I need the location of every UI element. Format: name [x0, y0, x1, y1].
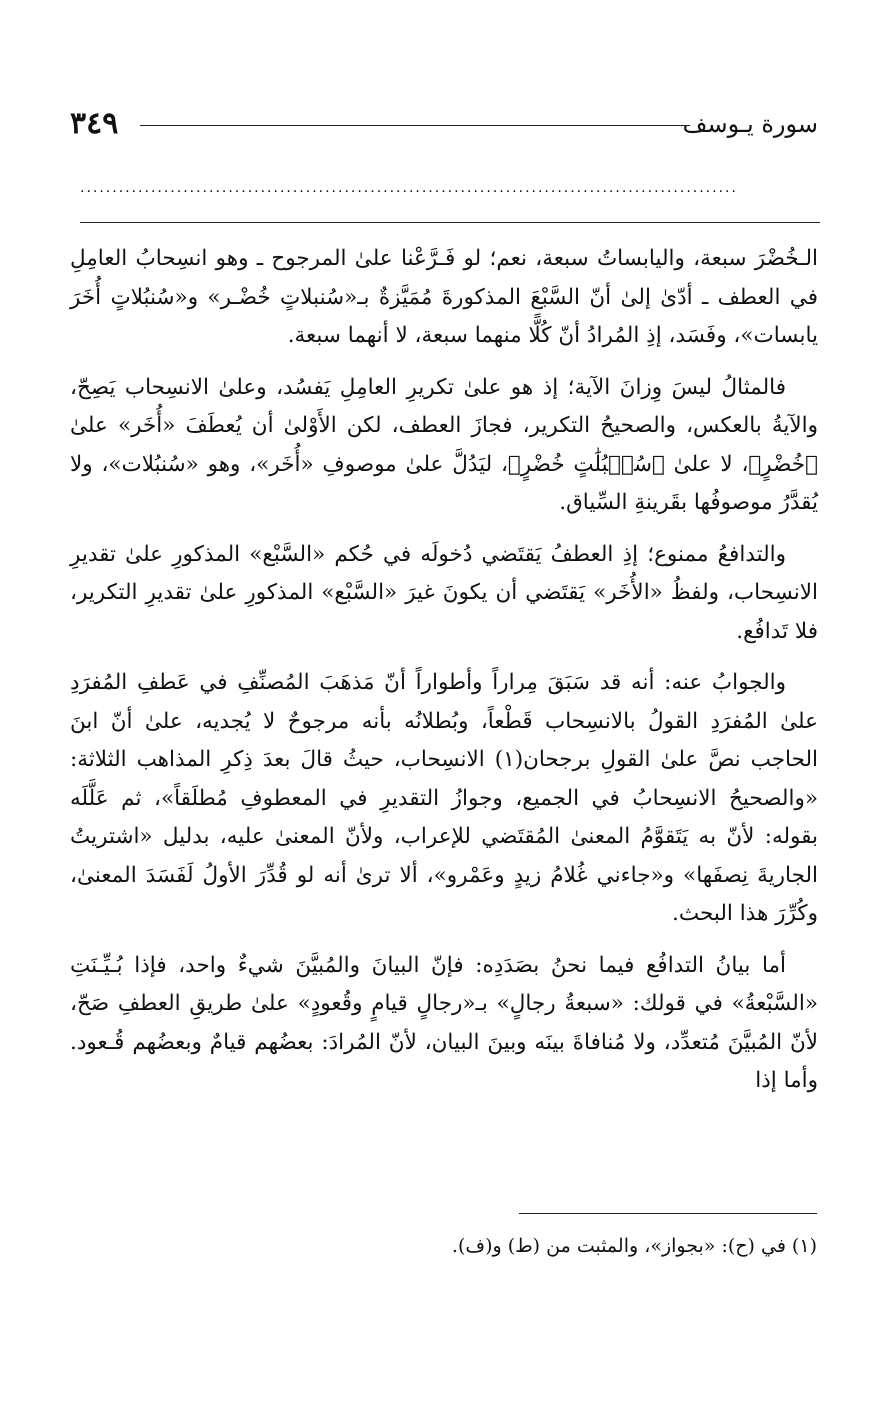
paragraph: والجوابُ عنه: أنه قد سَبَقَ مِراراً وأطواراً أنّ مَذهَبَ المُصنِّفِ في عَطفِ المُفرَدِ علىٰ المُفرَدِ القولُ بالانسِحاب قَطْعاً، وبُطلانُه بأنه مرجوحٌ لا يُجديه، علىٰ أنّ ابنَ الحاجب نصَّ علىٰ القولِ برجحان(١) الانسِحاب، حيثُ قالَ بعدَ ذِكرِ المذاهب الثلاثة: «والصحيحُ الانسِحابُ في الجميع، وجوازُ التقديرِ في المعطوفِ مُطلَقاً»، ثم عَلَّلَه بقوله: لأنّ به يَتَقوَّمُ المعنىٰ المُقتَضي للإعراب، ولأنّ المعنىٰ عليه، بدليل «اشتريتُ الجاريةَ نِصفَها» و«جاءني غُلامُ زيدٍ وعَمْرو»، ألا ترىٰ أنه لو قُدِّرَ الأولُ لَفَسَدَ المعنىٰ، وكُرِّرَ هذا البحث. — [70, 670, 818, 926]
page-header — [70, 104, 818, 144]
dotted-separator: ...................................................................................................... — [80, 180, 738, 196]
header-rule — [140, 125, 690, 126]
main-text — [70, 240, 818, 1114]
paragraph: أما بيانُ التدافُع فيما نحنُ بصَدَدِه: فإنّ البيانَ والمُبيَّنَ شيءٌ واحد، فإذا بُـيِّـنَتِ «السَّبْعةُ» في قولك: «سبعةُ رجالٍ» بـ«رجالٍ قيامٍ وقُعودٍ» علىٰ طريقِ العطفِ صَحّ، لأنّ المُبيَّنَ مُتعدِّد، ولا مُنافاةَ بينَه وبينَ البيان، لأنّ المُرادَ: بعضُهم قيامٌ وبعضُهم قُـعود. وأما إذا — [70, 952, 818, 1093]
footnote: (١) في (ح): «بجواز»، والمثبت من (ط) و(ف). — [451, 1235, 817, 1257]
paragraph: فالمثالُ ليسَ وِزانَ الآية؛ إذ هو علىٰ تكريرِ العامِلِ يَفسُد، وعلىٰ الانسِحاب يَصِحّ، والآيةُ بالعكس، والصحيحُ التكرير، فجازَ العطف، لكن الأَوْلىٰ أن يُعطَفَ «أُخَر» علىٰ ﴿خُضْرٍ﴾، لا علىٰ ﴿سُنۢبُلَٰتٍ خُضْرٍ﴾، ليَدُلَّ علىٰ موصوفِ «أُخَر»، وهو «سُنبُلات»، ولا يُقدَّرُ موصوفُها بقَرينةِ السِّياق. — [70, 374, 818, 515]
top-rule — [80, 222, 820, 223]
running-title: سورة يـوسف — [682, 110, 818, 138]
page-number: ٣٤٩ — [70, 106, 119, 141]
paragraph: الـخُضْرَ سبعة، واليابساتُ سبعة، نعم؛ لو فَـرَّعْنا علىٰ المرجوح ـ وهو انسِحابُ العامِلِ في العطف ـ أدّىٰ إلىٰ أنّ السَّبْعَ المذكورةَ مُمَيَّزةٌ بـ«سُنبلاتٍ خُضْـر» و«سُنبُلاتٍ أُخَرَ يابسات»، وفَسَد، إذِ المُرادُ أنّ كُلًّا منهما سبعة، لا أنهما سبعة. — [70, 246, 818, 348]
paragraph: والتدافعُ ممنوع؛ إذِ العطفُ يَقتَضي دُخولَه في حُكم «السَّبْع» المذكورِ علىٰ تقديرِ الانسِحاب، ولفظُ «الأُخَر» يَقتَضي أن يكونَ غيرَ «السَّبْع» المذكورِ علىٰ تقديرِ التكرير، فلا تَدافُع. — [70, 541, 818, 644]
footnote-rule — [519, 1213, 817, 1214]
